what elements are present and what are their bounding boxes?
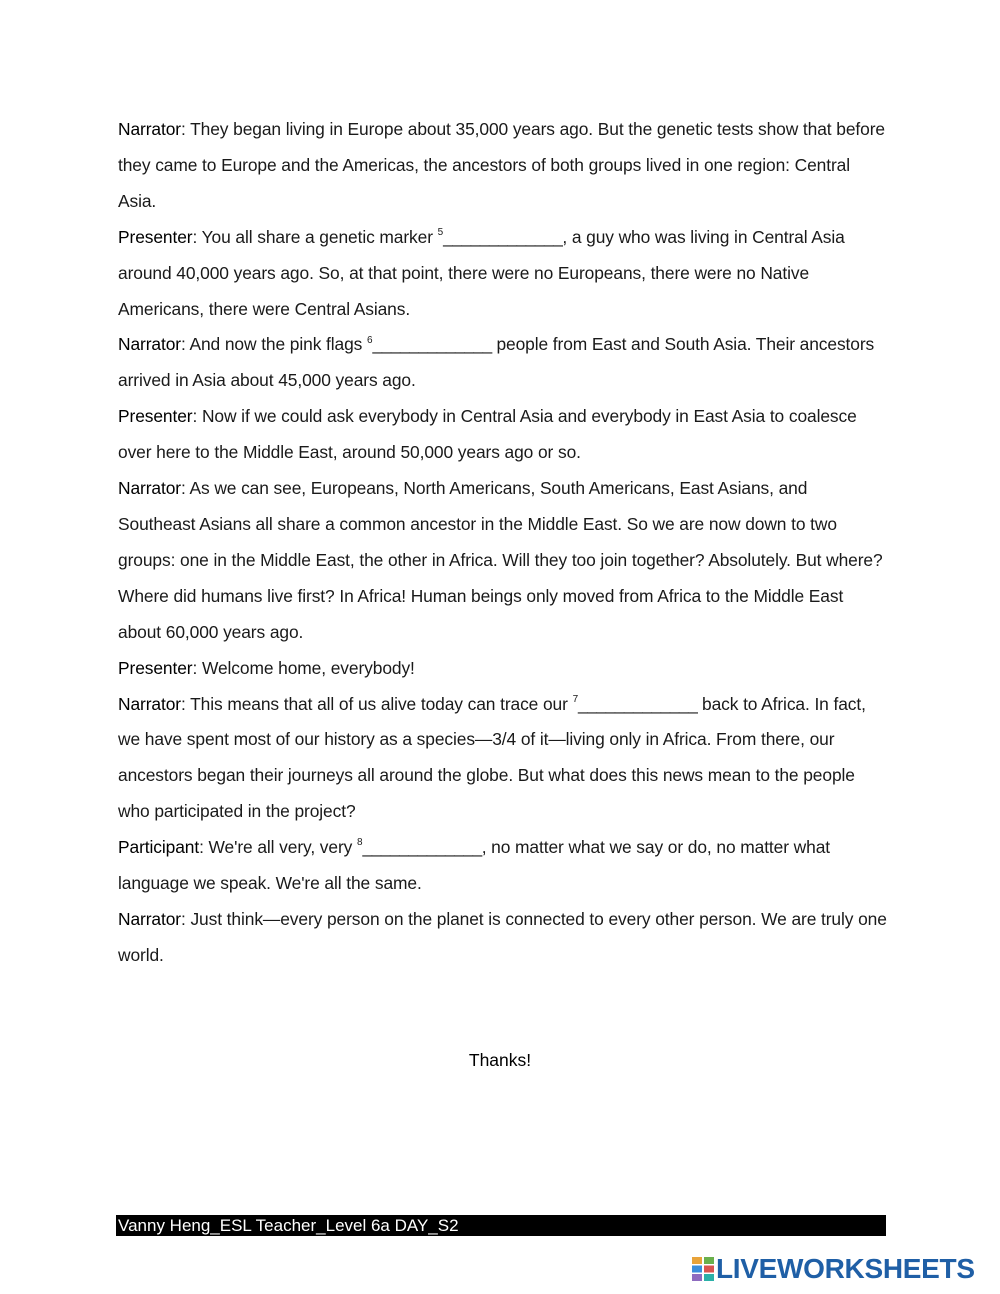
line-text: : We're all very, very <box>199 837 357 858</box>
blank-number: 6 <box>367 334 373 346</box>
speaker-name: Narrator <box>118 119 181 139</box>
blank-number: 7 <box>572 693 579 705</box>
dialogue-line <box>118 687 888 831</box>
speaker-name: Presenter <box>118 406 193 427</box>
footer-bar <box>116 1215 886 1236</box>
dialogue-line <box>118 112 888 220</box>
line-text: : Now if we could ask everybody in Central Asia and everybody in East Asia to coalesce over here to the Middle East, around 50,000 years ago or so. <box>118 406 857 463</box>
speaker-name: Narrator <box>118 908 181 929</box>
dialogue-line <box>118 399 888 471</box>
dialogue-line <box>118 651 888 687</box>
speaker-name: Participant <box>118 837 200 858</box>
dialogue-line <box>118 830 888 902</box>
answer-blank[interactable]: _____________ <box>578 693 698 714</box>
liveworksheets-logo[interactable] <box>692 1254 975 1284</box>
line-text: : And now the pink flags <box>180 334 368 355</box>
speaker-name: Narrator <box>118 334 181 355</box>
line-text: : This means that all of us alive today can trace our <box>180 693 573 714</box>
dialogue-transcript <box>118 112 888 974</box>
speaker-name: Narrator <box>118 693 181 714</box>
speaker-name: Presenter <box>118 226 193 247</box>
line-text: : As we can see, Europeans, North Americans, South Americans, East Asians, and Southeast Asians all share a common ancestor in the Middle East. So we are now down to two groups: one in the Middle East, the other in Africa. Will they too join together? Absolutely. But where? Where did humans live first? In Africa! Human beings only moved from Africa to the Middle East about 60,000 years ago. <box>118 478 883 642</box>
blank-number: 5 <box>437 226 444 238</box>
line-text: : Welcome home, everybody! <box>192 657 415 678</box>
dialogue-line <box>118 327 888 399</box>
line-text: , no matter what we say or do, no matter what language we speak. We're all the same. <box>118 837 830 894</box>
line-text: : Just think—every person on the planet is connected to every other person. We are truly one world. <box>118 908 887 965</box>
answer-blank[interactable]: _____________ <box>372 334 492 355</box>
speaker-name: Presenter <box>118 657 193 678</box>
liveworksheets-logo-icon <box>692 1257 714 1281</box>
closing-thanks: Thanks! <box>468 1050 532 1070</box>
answer-blank[interactable]: _____________ <box>443 226 563 247</box>
line-text: : You all share a genetic marker <box>192 226 438 247</box>
footer-text: Vanny Heng_ESL Teacher_Level 6a DAY_S2 <box>118 1216 459 1235</box>
logo-text: LIVEWORKSHEETS <box>716 1253 975 1284</box>
line-text: back to Africa. In fact, we have spent most of our history as a species—3/4 of it—living only in Africa. From there, our ancestors began their journeys all around the globe. But what does this news mean to the people who participated in the project? <box>118 693 866 822</box>
answer-blank[interactable]: _____________ <box>362 837 482 858</box>
line-text: : They began living in Europe about 35,000 years ago. But the genetic tests show that before they came to Europe and the Americas, the ancestors of both groups lived in one region: Central Asia. <box>118 119 885 211</box>
dialogue-line <box>118 471 888 651</box>
blank-number: 8 <box>356 837 363 849</box>
line-text: , a guy who was living in Central Asia around 40,000 years ago. So, at that point, there were no Europeans, there were no Native Americans, there were Central Asians. <box>118 226 845 319</box>
dialogue-line <box>118 902 888 974</box>
speaker-name: Narrator <box>118 478 181 499</box>
line-text: people from East and South Asia. Their ancestors arrived in Asia about 45,000 years ago. <box>118 334 875 391</box>
dialogue-line <box>118 220 888 328</box>
